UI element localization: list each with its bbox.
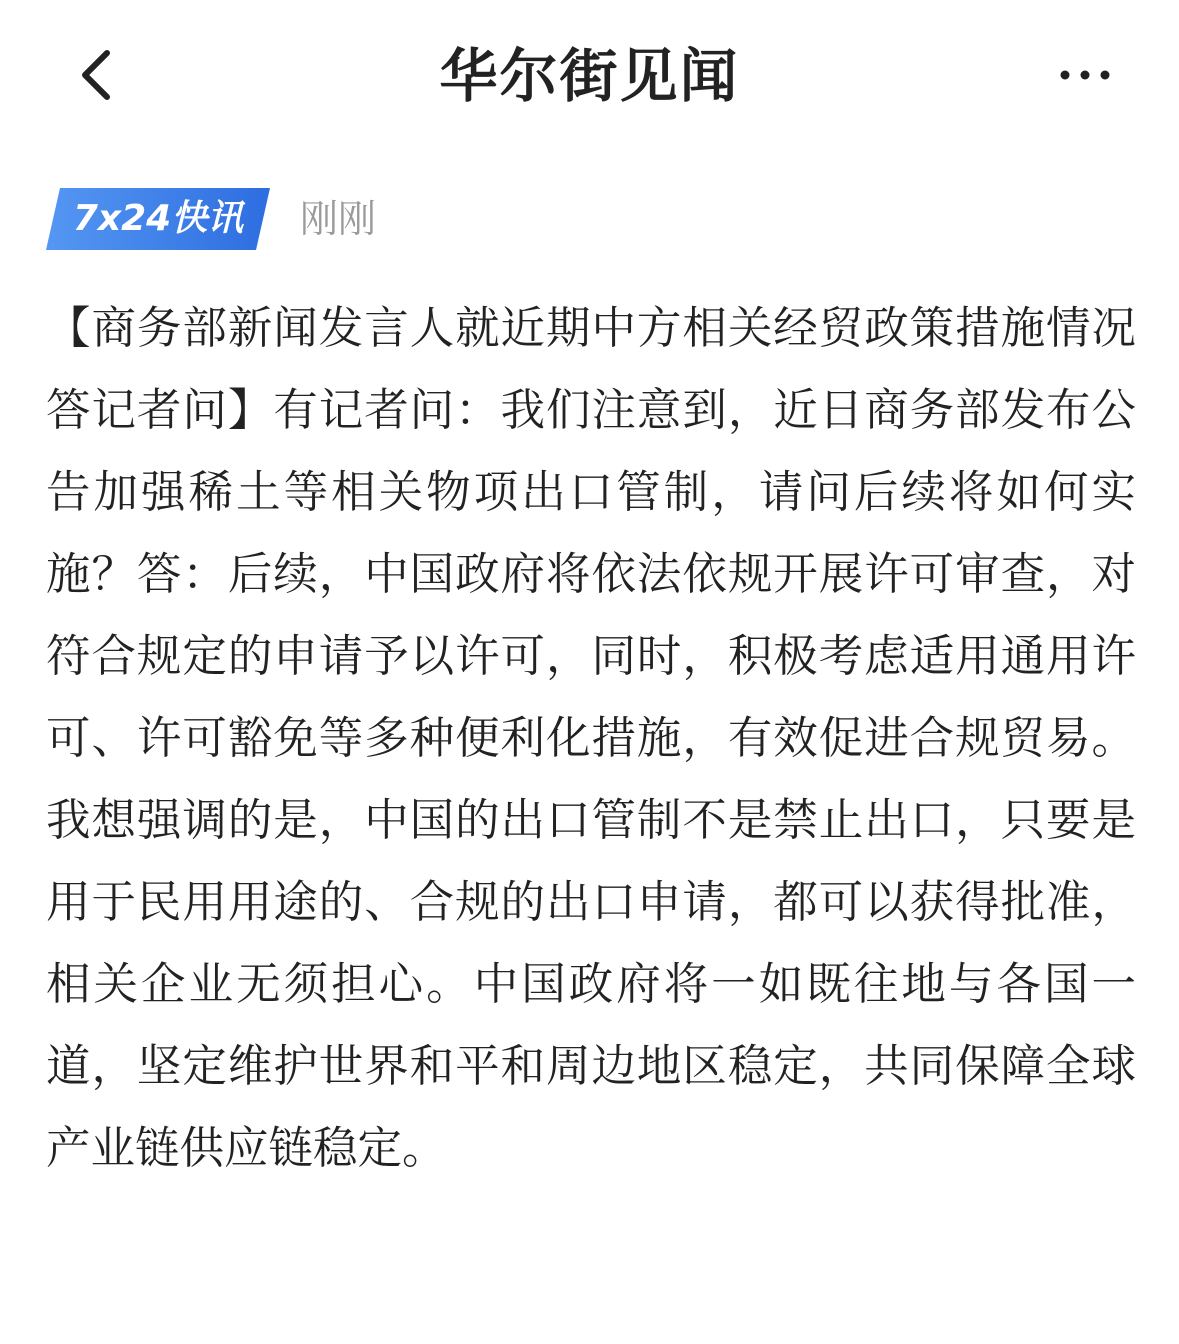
chevron-left-icon: [73, 47, 117, 103]
more-options-button[interactable]: [1040, 40, 1130, 110]
timestamp: 刚刚: [300, 197, 377, 241]
flash-news-label: 7x24快讯: [72, 198, 244, 239]
back-button[interactable]: [55, 35, 135, 115]
page-title: 华尔街见闻: [439, 42, 740, 110]
flash-news-badge: [46, 188, 270, 250]
article-body: 【商务部新闻发言人就近期中方相关经贸政策措施情况答记者问】有记者问：我们注意到，近日商务部发布公告加强稀土等相关物项出口管制，请问后续将如何实施？答：后续，中国政府将依法依规开展许可审查，对符合规定的申请予以许可，同时，积极考虑适用通用许可、许可豁免等多种便利化措施，有效促进合规贸易。我想强调的是，中国的出口管制不是禁止出口，只要是用于民用用途的、合规的出口申请，都可以获得批准，相关企业无须担心。中国政府将一如既往地与各国一道，坚定维护世界和平和周边地区稳定，共同保障全球产业链供应链稳定。: [46, 303, 1136, 1174]
article-meta: [46, 188, 376, 250]
navigation-bar: [0, 0, 1179, 150]
ellipsis-icon: [1057, 69, 1113, 81]
